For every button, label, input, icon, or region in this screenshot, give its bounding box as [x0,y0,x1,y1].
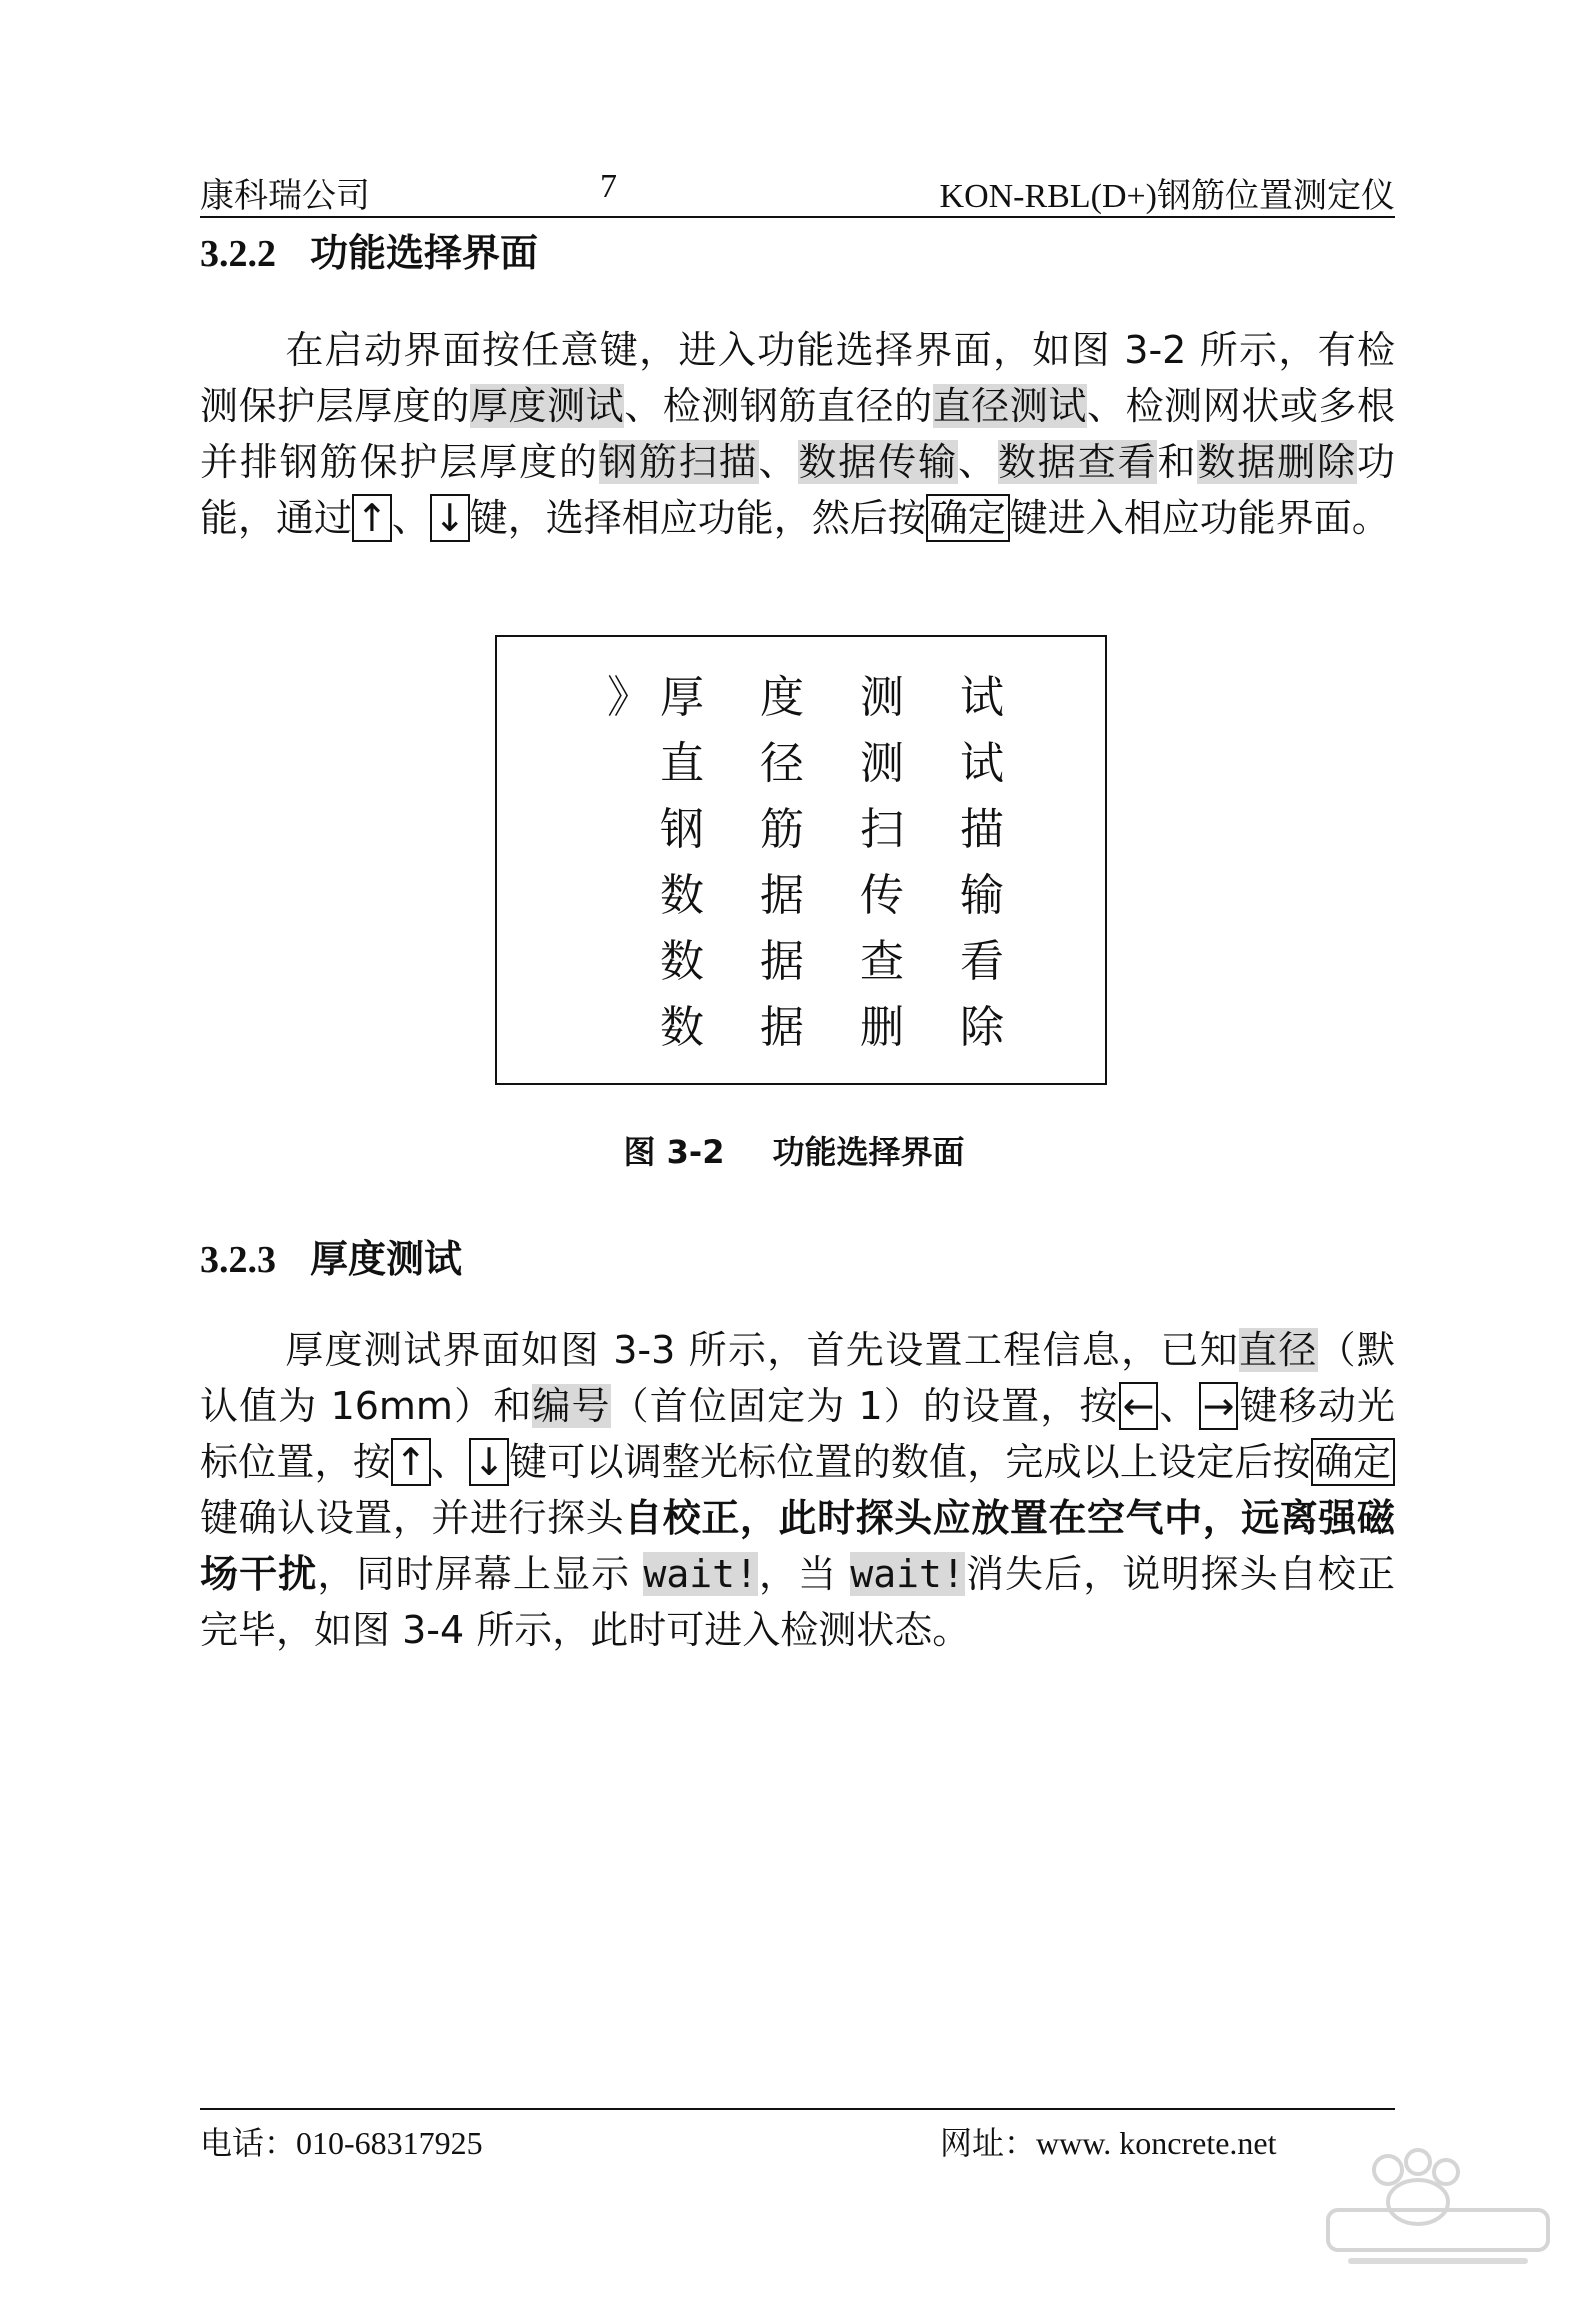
figure-caption-label: 图 3-2 [623,1133,725,1171]
menu-char: 数 [660,870,704,921]
screen-message: wait! [850,1552,965,1596]
menu-char: 除 [960,1002,1004,1053]
menu-char: 直 [660,738,704,789]
menu-char: 钢 [660,804,704,855]
text-run: 键确认设置，并进行探头 [200,1496,625,1540]
footer-rule [200,2108,1395,2110]
key-left: ← [1119,1382,1159,1430]
text-run: 、 [758,440,799,484]
text-run: 、 [1158,1384,1199,1428]
function-menu-figure [495,635,1107,1085]
highlight-term: 直径测试 [932,384,1087,428]
text-run: 、 [391,496,430,540]
menu-row-diameter-test [497,727,1105,787]
section-323-paragraph [200,1322,1395,1658]
menu-char: 试 [960,672,1004,723]
footer-website: 网址：www. koncrete.net [940,2125,1277,2161]
menu-cursor-icon: 》 [607,672,651,723]
key-confirm: 确定 [1311,1438,1395,1486]
figure-caption-title: 功能选择界面 [772,1133,965,1171]
section-322-paragraph [200,322,1395,546]
text-run: 、 [957,440,998,484]
key-down: ↓ [430,494,470,542]
menu-char: 删 [860,1002,904,1053]
header-product: KON-RBL(D+)钢筋位置测定仪 [939,178,1395,215]
key-up: ↑ [352,494,392,542]
highlight-term: 厚度测试 [469,384,625,428]
text-run: 和 [1157,440,1198,484]
menu-char: 测 [860,738,904,789]
menu-char: 数 [660,936,704,987]
menu-char: 看 [960,936,1004,987]
highlight-term: 数据传输 [798,440,958,484]
highlight-term: 钢筋扫描 [598,440,759,484]
highlight-term: 数据查看 [997,440,1158,484]
text-run: 键，选择相应功能，然后按 [469,496,926,540]
text-run: 厚度测试界面如图 3-3 所示，首先设置工程信息，已知 [284,1328,1240,1372]
section-322-heading [200,222,538,277]
header-page-number: 7 [600,168,617,205]
text-run: 在启动界面按任意键，进入功能选择界面，如图 3-2 所示，有检测保护层厚度的 [200,328,1395,428]
text-run: 、检测钢筋直径的 [624,384,933,428]
menu-char: 试 [960,738,1004,789]
menu-char: 扫 [860,804,904,855]
menu-row-data-view [497,925,1105,985]
menu-char: 输 [960,870,1004,921]
text-run: （默认值为 16mm）和 [200,1328,1395,1428]
key-confirm: 确定 [926,494,1010,542]
text-run: 、检测网状或多根并排钢筋保护层厚度的 [200,384,1395,484]
section-323-number: 3.2.3 [200,1239,276,1281]
header-rule [200,216,1395,218]
highlight-term: 数据删除 [1197,440,1357,484]
menu-char: 径 [760,738,804,789]
highlight-term: 编号 [532,1384,611,1428]
text-run: 键可以调整光标位置的数值，完成以上设定后按 [508,1440,1311,1484]
menu-char: 据 [760,936,804,987]
text-run: 键进入相应功能界面。 [1009,496,1390,540]
section-322-number: 3.2.2 [200,233,276,275]
text-run: （首位固定为 1）的设置，按 [610,1384,1119,1428]
text-run: 、 [430,1440,470,1484]
header-company: 康科瑞公司 [200,178,370,215]
section-322-title: 功能选择界面 [310,230,539,275]
key-up: ↑ [391,1438,431,1486]
menu-char: 查 [860,936,904,987]
text-run: 键移动光标位置，按 [200,1384,1395,1484]
menu-char: 描 [960,804,1004,855]
footer-phone: 电话：010-68317925 [200,2125,483,2161]
text-run: ，同时屏幕上显示 [317,1552,644,1596]
text-run: 消失后，说明探头自校正完毕，如图 3-4 所示，此时可进入检测状态。 [200,1552,1395,1652]
menu-row-thickness-test [497,661,1105,721]
menu-char: 厚 [660,672,704,723]
text-run: ，当 [757,1552,851,1596]
text-run: 功能，通过 [200,440,1395,540]
bold-warning: 自校正，此时探头应放置在空气中，远离强磁场干扰 [200,1496,1395,1596]
baidu-watermark-logo [1318,2140,1558,2280]
menu-char: 据 [760,870,804,921]
menu-row-rebar-scan [497,793,1105,853]
highlight-term: 直径 [1239,1328,1318,1372]
menu-char: 筋 [760,804,804,855]
key-down: ↓ [469,1438,509,1486]
menu-char: 数 [660,1002,704,1053]
section-323-title: 厚度测试 [310,1236,463,1281]
section-323-heading [200,1228,462,1283]
menu-row-data-transfer [497,859,1105,919]
key-right: → [1199,1382,1239,1430]
menu-char: 据 [760,1002,804,1053]
menu-char: 传 [860,870,904,921]
menu-row-data-delete [497,991,1105,1051]
page-header [200,168,1395,215]
screen-message: wait! [643,1552,758,1596]
figure-caption [0,1127,1588,1173]
menu-char: 度 [760,672,804,723]
menu-char: 测 [860,672,904,723]
